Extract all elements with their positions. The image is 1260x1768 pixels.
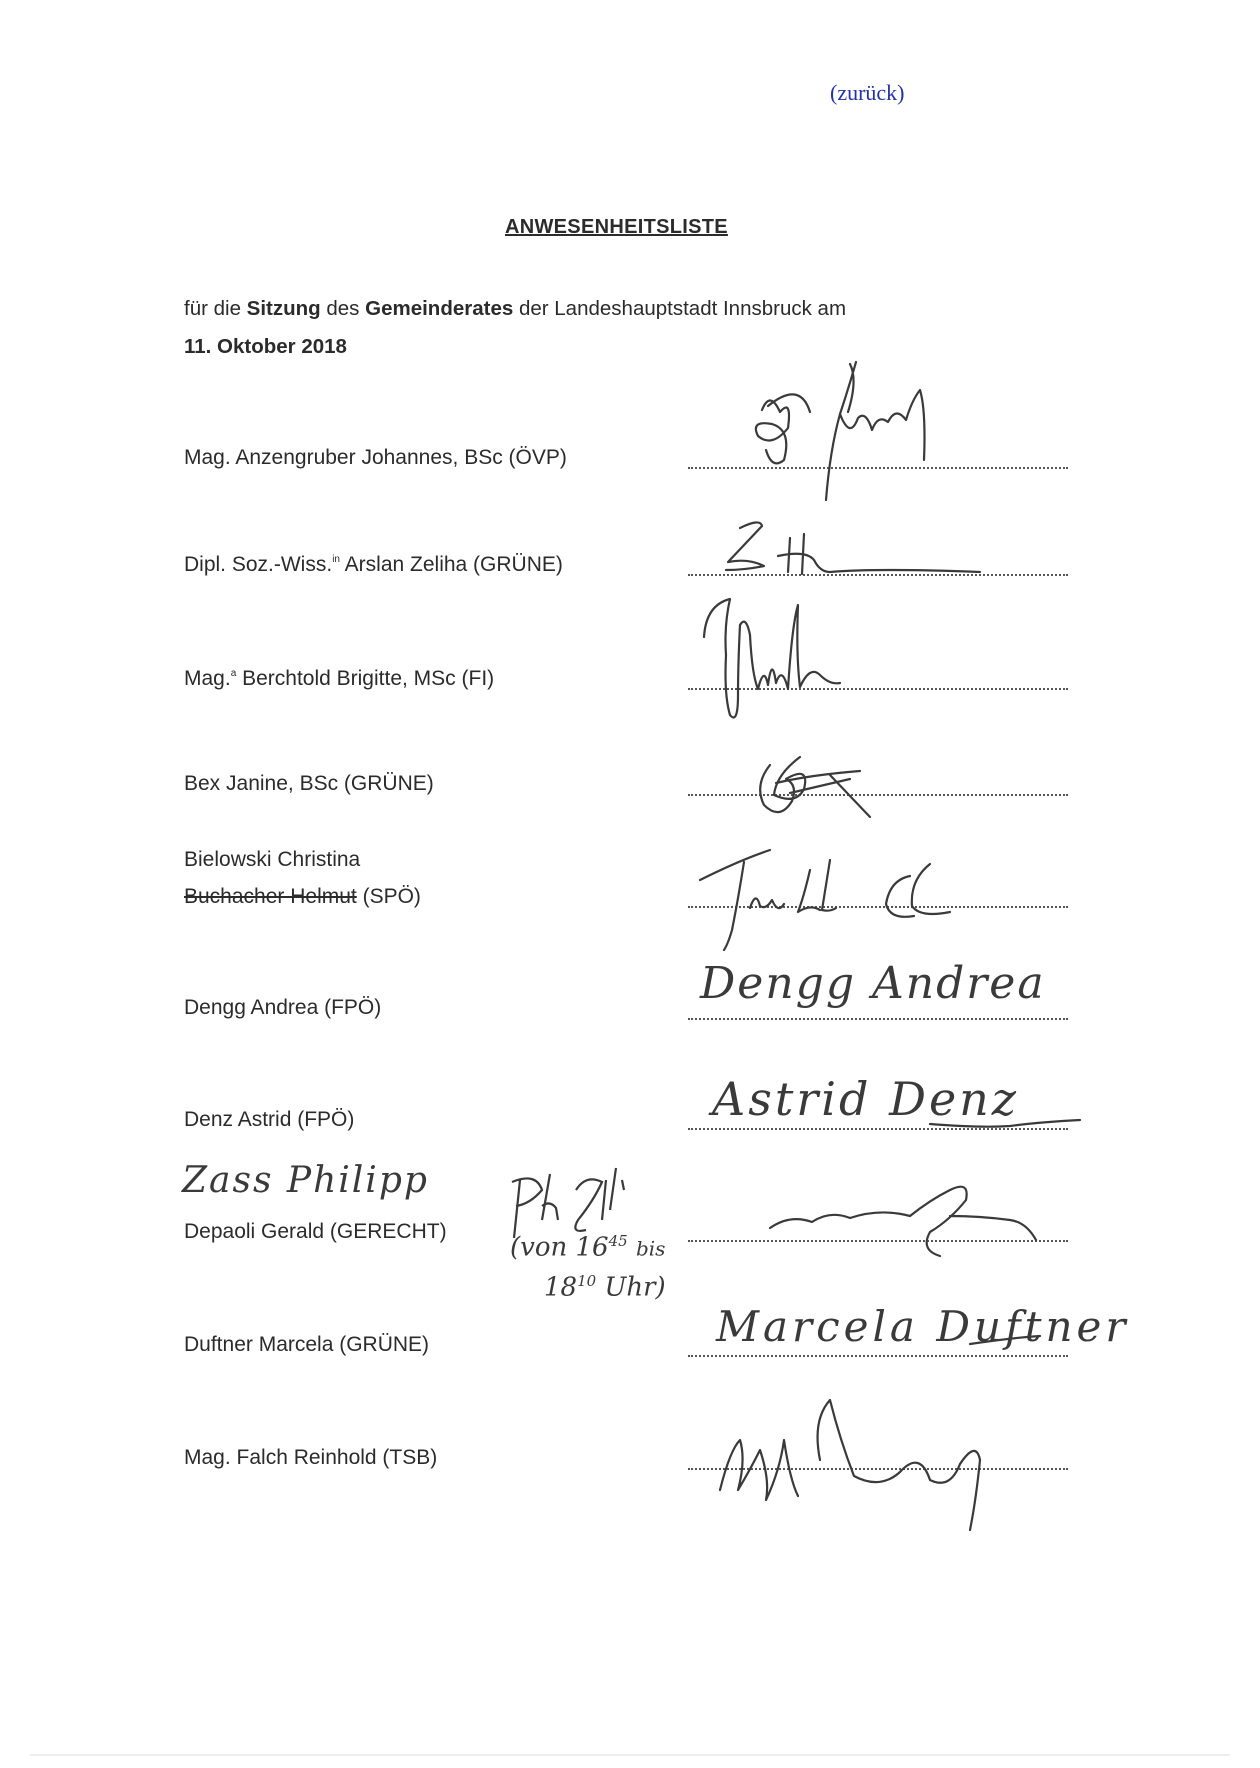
member-name: Mag.$^a$ Berchtold Brigitte, MSc (FI) [184, 667, 495, 690]
intro-part: des [320, 297, 366, 320]
member-name: Bielowski Christina [184, 848, 361, 871]
signature-arslan [680, 510, 1120, 590]
intro-bold-gemeinderat: Gemeinderates [365, 297, 514, 320]
member-name: Depaoli Gerald (GERECHT) [184, 1220, 447, 1243]
signature-bielowski [680, 820, 1120, 960]
handwritten-time-note: (von $16^{45}$ bis [510, 1232, 666, 1263]
signature-anzengruber [680, 350, 1120, 520]
signature-duftner: Marcela Duftner [716, 1302, 1130, 1351]
member-name: Bex Janine, BSc (GRÜNE) [184, 772, 434, 795]
member-name: Buchacher Helmut (SPÖ) [184, 885, 421, 908]
member-name: Denz Astrid (FPÖ) [184, 1108, 355, 1131]
signature-dengg: Dengg Andrea [700, 958, 1046, 1009]
signature-depaoli [680, 1160, 1120, 1270]
signature-falch [680, 1380, 1120, 1540]
struck-name: Buchacher Helmut [184, 885, 357, 908]
signature-line [688, 1016, 1068, 1020]
page-edge [30, 1754, 1230, 1756]
handwritten-time-note: $18^{10}$ Uhr) [544, 1272, 666, 1303]
signature-berchtold [680, 585, 1120, 735]
intro-line [184, 290, 846, 328]
intro-bold-sitzung: Sitzung [246, 297, 321, 320]
member-name: Mag. Falch Reinhold (TSB) [184, 1446, 438, 1469]
member-name: Dengg Andrea (FPÖ) [184, 996, 382, 1019]
document-title: ANWESENHEITSLISTE [505, 216, 728, 238]
member-name: Mag. Anzengruber Johannes, BSc (ÖVP) [184, 446, 567, 469]
back-link[interactable]: (zurück) [830, 80, 905, 105]
signature-denz: Astrid Denz [712, 1072, 1020, 1126]
signature-zass [506, 1160, 686, 1240]
meeting-date: 11. Oktober 2018 [184, 335, 347, 358]
handwritten-substitute-name: Zass Philipp [182, 1160, 429, 1201]
intro-part: für die [184, 297, 247, 320]
member-name: Duftner Marcela (GRÜNE) [184, 1333, 430, 1356]
signature-denz-flourish [680, 1080, 1120, 1150]
signature-duftner-flourish [680, 1310, 1120, 1370]
member-name: Dipl. Soz.-Wiss.$^{in}$ Arslan Zeliha (GRÜNE) [184, 553, 563, 576]
intro-part: der Landeshauptstadt Innsbruck am [513, 297, 847, 320]
